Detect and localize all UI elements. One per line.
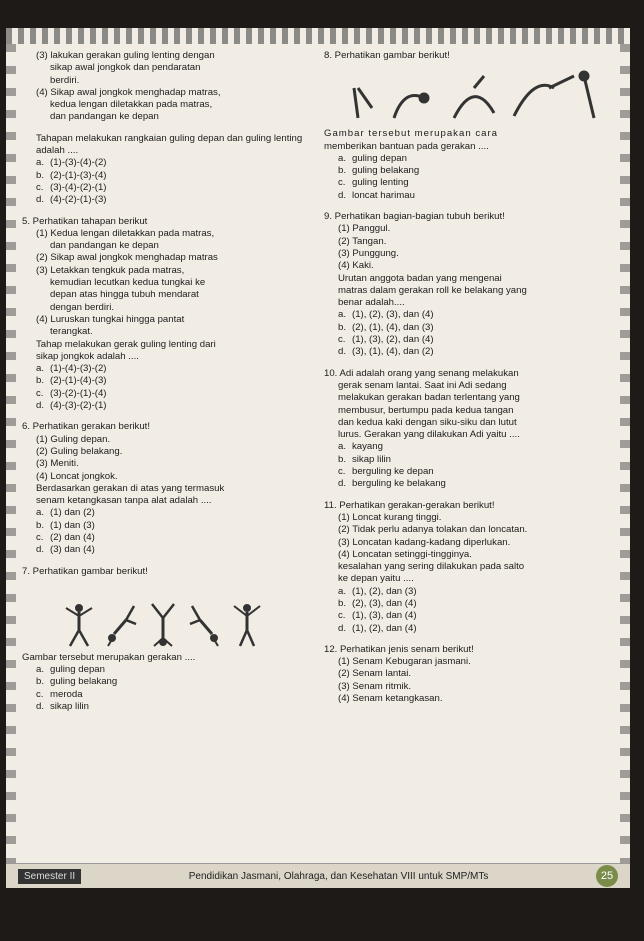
page-footer: [6, 863, 630, 888]
option-a[interactable]: a. (1) dan (2): [36, 507, 95, 519]
option-b[interactable]: b. (2), (3), dan (4): [338, 597, 417, 609]
decorative-border-right: [620, 44, 630, 888]
option-a[interactable]: a. (1)-(3)-(4)-(2): [36, 157, 107, 169]
intro-line: (3) lakukan gerakan guling lenting dengan: [36, 50, 215, 61]
option-c[interactable]: c. guling lenting: [338, 177, 409, 189]
question-title: 9. Perhatikan bagian-bagian tubuh berikut!: [324, 211, 505, 223]
question-6: 6. Perhatikan gerakan berikut! (1) Guling depan. (2) Guling belakang. (3) Meniti. (4) Loncat jongkok. Berdasarkan gerakan di atas yang termasuk senam ketangkasan tanpa alat adalah .... a. (1) dan (2) b. (1) dan (3) c. (2) dan (4) d. (3) dan (4): [22, 421, 312, 556]
option-b[interactable]: b. (1) dan (3): [36, 519, 95, 531]
question-title: 11. Perhatikan gerakan-gerakan berikut!: [324, 499, 495, 511]
option-c[interactable]: c. meroda: [36, 688, 83, 700]
option-d[interactable]: d. (1), (2), dan (4): [338, 622, 417, 634]
option-b[interactable]: b. (2), (1), (4), dan (3): [338, 321, 434, 333]
question-title: 10. Adi adalah orang yang senang melakukan: [324, 367, 519, 379]
intro-line: (4) Sikap awal jongkok menghadap matras,: [36, 86, 221, 98]
option-c[interactable]: c. (3)-(4)-(2)-(1): [36, 181, 107, 193]
option-a[interactable]: a. (1), (2), dan (3): [338, 585, 417, 597]
gymnast-figure-icon: [188, 602, 222, 648]
gymnast-figure-icon: [104, 602, 138, 648]
option-c[interactable]: c. (3)-(2)-(1)-(4): [36, 387, 107, 399]
option-b[interactable]: b. guling belakang: [338, 165, 420, 177]
option-a[interactable]: a. guling depan: [36, 664, 105, 676]
gymnastics-sequence-icon: [344, 68, 604, 124]
book-title: Pendidikan Jasmani, Olahraga, dan Kesehatan VIII untuk SMP/MTs: [188, 870, 489, 882]
option-d[interactable]: d. (3), (1), (4), dan (2): [338, 346, 434, 358]
left-column: [22, 50, 312, 716]
cartwheel-illustration: [62, 582, 312, 648]
question-stem: Gambar tersebut merupakan gerakan ....: [22, 651, 196, 663]
option-d[interactable]: d. loncat harimau: [338, 189, 415, 201]
intro-line: sikap awal jongkok dan pendaratan: [50, 62, 201, 74]
intro-steps: [22, 50, 312, 124]
option-d[interactable]: d. (4)-(3)-(2)-(1): [36, 400, 107, 412]
question-11: 11. Perhatikan gerakan-gerakan berikut! (1) Loncat kurang tinggi. (2) Tidak perlu adanya tolakan dan loncatan. (3) Loncatan kadang-kadang diperlukan. (4) Loncatan setinggi-tingginya. kesalahan yang sering dilakukan pada salto ke depan yaitu .... a. (1), (2), dan (3) b. (2), (3), dan (4) c. (1), (3), dan (4) d. (1), (2), dan (4): [324, 500, 618, 635]
option-c[interactable]: c. berguling ke depan: [338, 466, 434, 478]
question-5: 5. Perhatikan tahapan berikut (1) Kedua lengan diletakkan pada matras, dan pandangan ke depan (2) Sikap awal jongkok menghadap matras (3) Letakkan tengkuk pada matras, kemudian lecutkan kedua tungkai ke depan atas hingga tubuh mendarat dengan berdiri. (4) Luruskan tungkai hingga pantat terangkat. Tahap melakukan gerak guling lenting dari sikap jongkok adalah .... a. (1)-(4)-(3)-(2) b. (2)-(1)-(4)-(3) c. (3)-(2)-(1)-(4) d. (4)-(3)-(2)-(1): [22, 216, 312, 413]
gymnast-figure-icon: [146, 602, 180, 648]
decorative-border-left: [6, 44, 16, 888]
option-b[interactable]: b. guling belakang: [36, 676, 118, 688]
intro-line: dan pandangan ke depan: [50, 111, 159, 123]
option-c[interactable]: c. (1), (3), dan (4): [338, 610, 417, 622]
spotting-illustration: [344, 66, 618, 124]
book-page: [6, 28, 630, 888]
question-9: 9. Perhatikan bagian-bagian tubuh berikut! (1) Panggul. (2) Tangan. (3) Punggung. (4) Kaki. Urutan anggota badan yang mengenai matras dalam gerakan roll ke belakang yang benar adalah.... a. (1), (2), (3), dan (4) b. (2), (1), (4), dan (3) c. (1), (3), (2), dan (4) d. (3), (1), (4), dan (2): [324, 211, 618, 359]
question-title: 8. Perhatikan gambar berikut!: [324, 50, 450, 61]
question-8: 8. Perhatikan gambar berikut! Gambar tersebut merupakan cara memberikan bantuan pada gerakan .... a. guling depan b. guling belakang c. guling lenting d. loncat harimau: [324, 50, 618, 202]
right-column: [324, 50, 618, 708]
option-b[interactable]: b. sikap lilin: [338, 453, 391, 465]
question-7: [22, 566, 312, 714]
decorative-border-top: [6, 28, 630, 44]
intro-line: kedua lengan diletakkan pada matras,: [50, 99, 213, 111]
page-number: 25: [596, 865, 618, 887]
question-title: 5. Perhatikan tahapan berikut: [22, 215, 148, 227]
option-b[interactable]: b. (2)-(1)-(4)-(3): [36, 375, 107, 387]
question-4: [22, 133, 312, 207]
question-12: 12. Perhatikan jenis senam berikut! (1) Senam Kebugaran jasmani. (2) Senam lantai. (3) Senam ritmik. (4) Senam ketangkasan.: [324, 644, 618, 705]
question-10: 10. Adi adalah orang yang senang melakukan gerak senam lantai. Saat ini Adi sedang melakukan gerakan badan terlentang yang membusur, bertumpu pada kedua tangan dan kedua kaki dengan siku-siku dan lutut lurus. Gerakan yang dilakukan Adi yaitu .... a. kayang b. sikap lilin c. berguling ke depan d. berguling ke belakang: [324, 368, 618, 491]
question-title: 7. Perhatikan gambar berikut!: [22, 565, 148, 577]
question-stem: Tahapan melakukan rangkaian guling depan dan guling lenting adalah ....: [36, 132, 303, 157]
option-a[interactable]: a. kayang: [338, 441, 383, 453]
question-title: 12. Perhatikan jenis senam berikut!: [324, 643, 474, 655]
gymnast-figure-icon: [230, 602, 264, 648]
option-c[interactable]: c. (1), (3), (2), dan (4): [338, 334, 434, 346]
question-title: 6. Perhatikan gerakan berikut!: [22, 421, 150, 433]
option-d[interactable]: d. berguling ke belakang: [338, 478, 446, 490]
option-d[interactable]: d. (4)-(2)-(1)-(3): [36, 194, 107, 206]
intro-line: berdiri.: [50, 74, 80, 86]
option-a[interactable]: a. (1), (2), (3), dan (4): [338, 309, 434, 321]
option-d[interactable]: d. sikap lilin: [36, 701, 89, 713]
option-a[interactable]: a. (1)-(4)-(3)-(2): [36, 363, 107, 375]
option-c[interactable]: c. (2) dan (4): [36, 531, 95, 543]
option-a[interactable]: a. guling depan: [338, 152, 407, 164]
semester-label: Semester II: [18, 869, 81, 884]
option-b[interactable]: b. (2)-(1)-(3)-(4): [36, 169, 107, 181]
gymnast-figure-icon: [62, 602, 96, 648]
option-d[interactable]: d. (3) dan (4): [36, 544, 95, 556]
